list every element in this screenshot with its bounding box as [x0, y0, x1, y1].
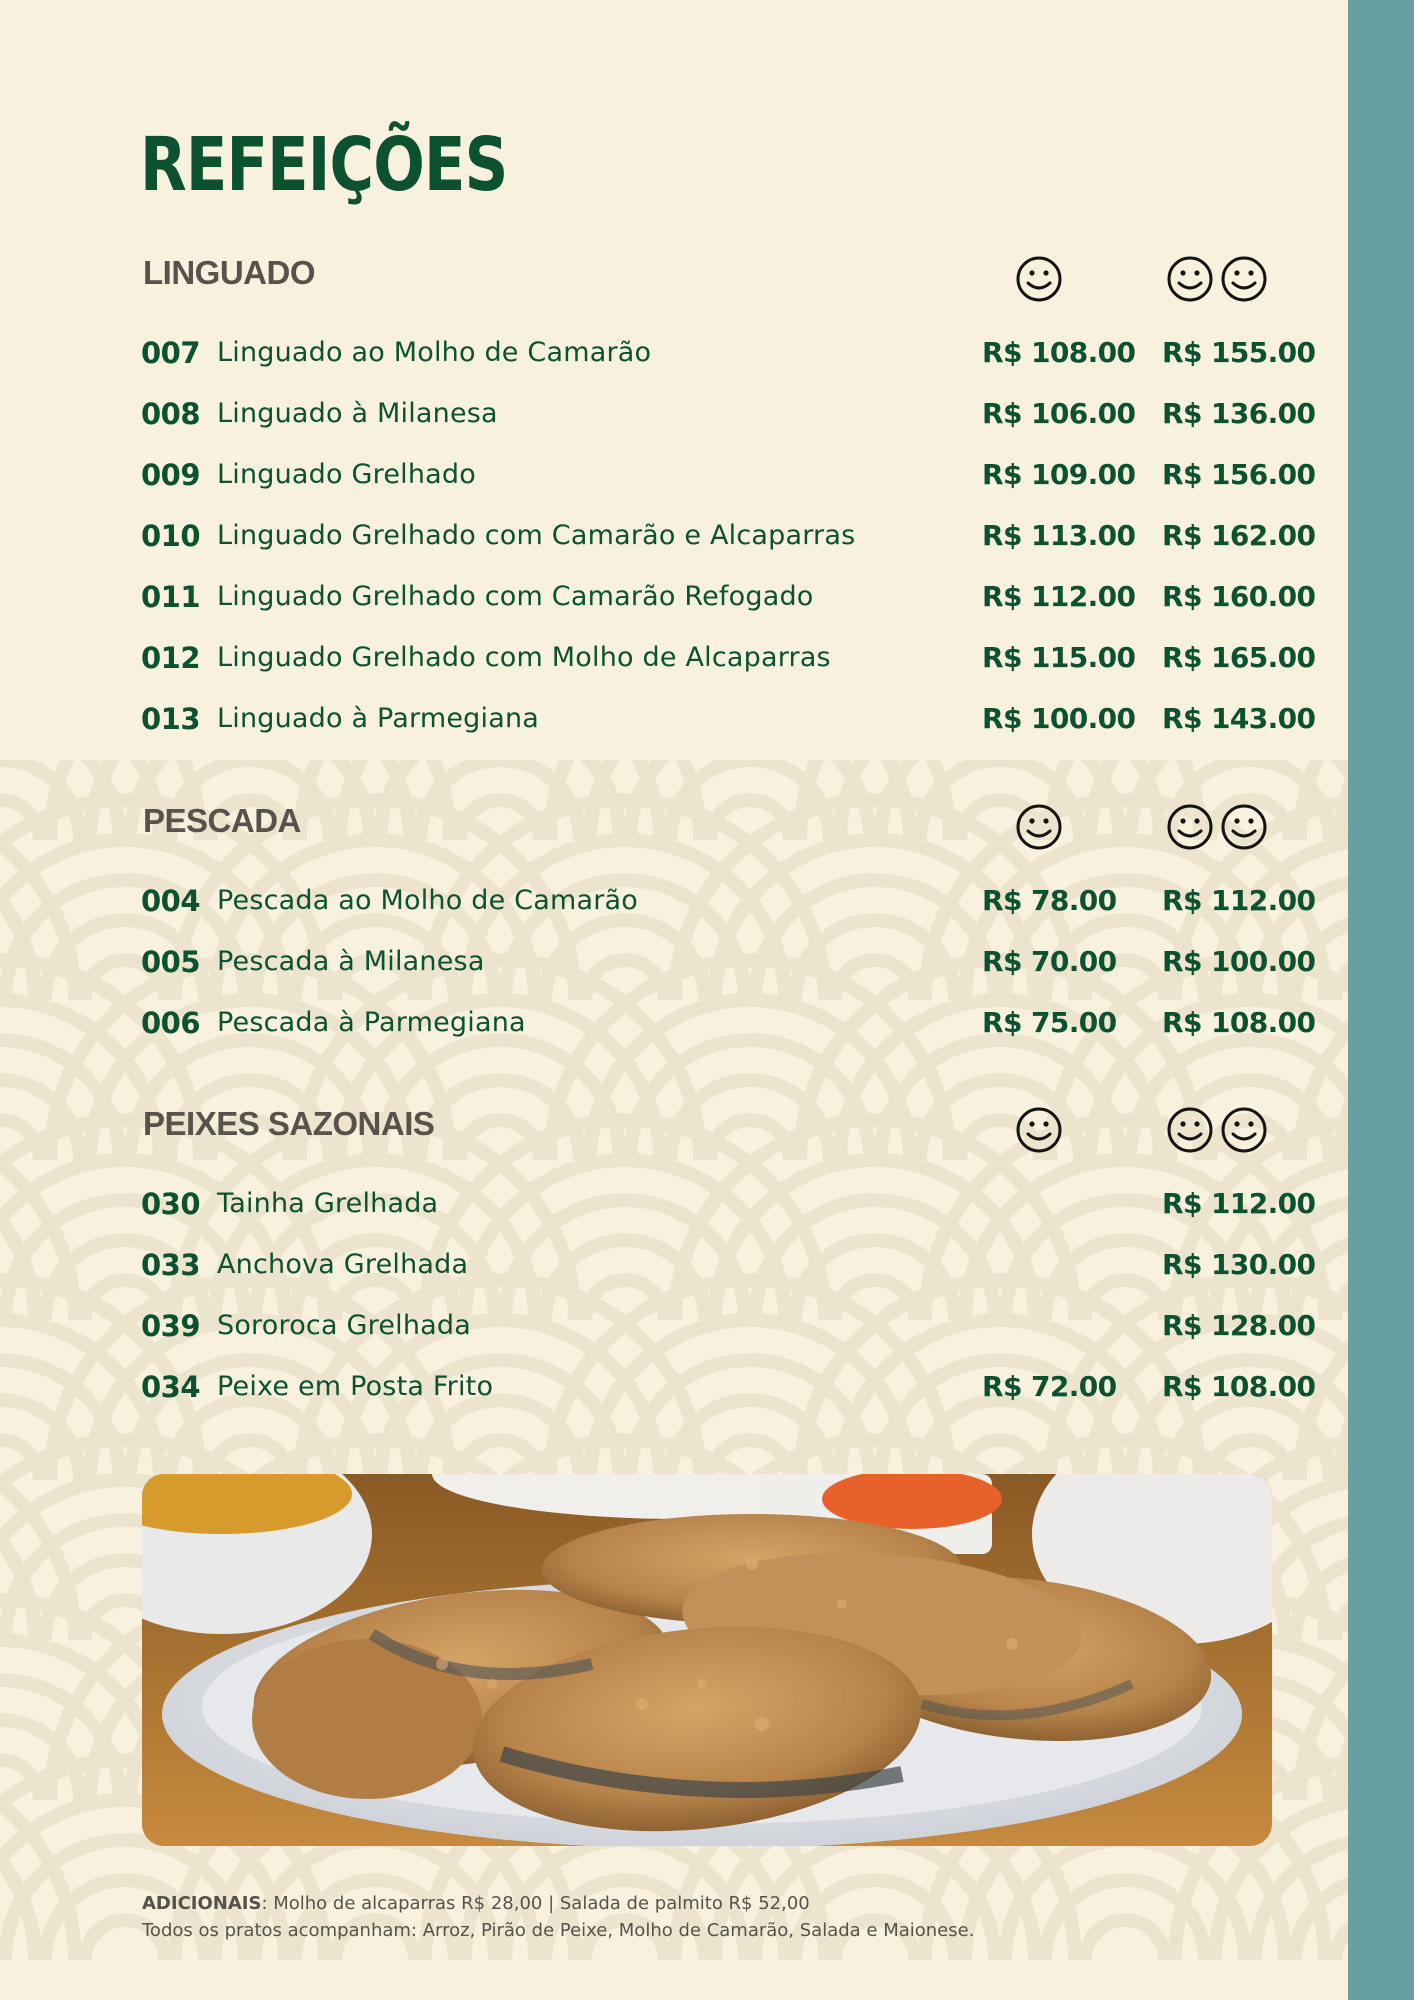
menu-item [0, 1006, 1348, 1052]
page-title: REFEIÇÕES [140, 122, 508, 208]
item-name: Linguado à Parmegiana [217, 703, 540, 734]
item-code: 009 [141, 458, 201, 492]
item-code: 011 [141, 580, 201, 614]
price-single: R$ 78.00 [982, 884, 1117, 917]
menu-item [0, 580, 1348, 626]
menu-item [0, 884, 1348, 930]
item-name: Pescada à Parmegiana [217, 1007, 526, 1038]
item-code: 013 [141, 702, 201, 736]
price-double: R$ 143.00 [1162, 702, 1316, 735]
menu-item [0, 702, 1348, 748]
item-name: Peixe em Posta Frito [217, 1371, 494, 1402]
item-name: Linguado à Milanesa [217, 398, 498, 429]
menu-item [0, 458, 1348, 504]
item-code: 006 [141, 1006, 201, 1040]
section-title-linguado: LINGUADO [143, 254, 315, 291]
smiley-icon [1014, 802, 1064, 852]
extras-label: ADICIONAIS [142, 1893, 262, 1914]
item-code: 012 [141, 641, 201, 675]
extras-text: : Molho de alcaparras R$ 28,00 | Salada de palmito R$ 52,00 [261, 1893, 810, 1914]
price-double: R$ 108.00 [1162, 1370, 1316, 1403]
item-code: 039 [141, 1309, 201, 1343]
item-code: 034 [141, 1370, 201, 1404]
extras-line [142, 1890, 974, 1917]
menu-item [0, 641, 1348, 687]
price-single: R$ 113.00 [982, 519, 1136, 552]
menu-item [0, 1370, 1348, 1416]
footer-notes [142, 1890, 974, 1944]
price-single: R$ 112.00 [982, 580, 1136, 613]
item-code: 007 [141, 336, 201, 370]
item-name: Linguado ao Molho de Camarão [217, 337, 652, 368]
price-double: R$ 100.00 [1162, 945, 1316, 978]
price-single: R$ 108.00 [982, 336, 1136, 369]
price-single: R$ 109.00 [982, 458, 1136, 491]
price-single: R$ 100.00 [982, 702, 1136, 735]
section-title-pescada: PESCADA [143, 802, 301, 839]
two-smileys-icon [1165, 802, 1269, 852]
item-code: 030 [141, 1187, 201, 1221]
item-name: Sororoca Grelhada [217, 1310, 471, 1341]
smiley-icon [1014, 254, 1064, 304]
price-double: R$ 160.00 [1162, 580, 1316, 613]
menu-item [0, 1248, 1348, 1294]
sides-line: Todos os pratos acompanham: Arroz, Pirão de Peixe, Molho de Camarão, Salada e Maionese. [142, 1920, 975, 1941]
two-smileys-icon [1165, 254, 1269, 304]
price-double: R$ 112.00 [1162, 1187, 1316, 1220]
price-double: R$ 165.00 [1162, 641, 1316, 674]
price-double: R$ 162.00 [1162, 519, 1316, 552]
item-name: Linguado Grelhado com Camarão Refogado [217, 581, 814, 612]
fried-fish-plate-photo [142, 1474, 1272, 1846]
item-name: Tainha Grelhada [217, 1188, 439, 1219]
item-name: Linguado Grelhado [217, 459, 476, 490]
price-double: R$ 108.00 [1162, 1006, 1316, 1039]
item-name: Anchova Grelhada [217, 1249, 469, 1280]
section-title-peixes-sazonais: PEIXES SAZONAIS [143, 1105, 435, 1142]
item-code: 010 [141, 519, 201, 553]
two-smileys-icon [1165, 1105, 1269, 1155]
price-single: R$ 75.00 [982, 1006, 1117, 1039]
price-double: R$ 155.00 [1162, 336, 1316, 369]
price-double: R$ 128.00 [1162, 1309, 1316, 1342]
menu-item [0, 1309, 1348, 1355]
price-double: R$ 156.00 [1162, 458, 1316, 491]
smiley-icon [1014, 1105, 1064, 1155]
item-code: 008 [141, 397, 201, 431]
item-name: Linguado Grelhado com Molho de Alcaparras [217, 642, 831, 673]
price-single: R$ 72.00 [982, 1370, 1117, 1403]
price-double: R$ 112.00 [1162, 884, 1316, 917]
menu-item [0, 945, 1348, 991]
item-name: Pescada ao Molho de Camarão [217, 885, 638, 916]
price-single: R$ 115.00 [982, 641, 1136, 674]
item-code: 004 [141, 884, 201, 918]
menu-item [0, 1187, 1348, 1233]
item-name: Linguado Grelhado com Camarão e Alcaparras [217, 520, 856, 551]
item-name: Pescada à Milanesa [217, 946, 485, 977]
item-code: 005 [141, 945, 201, 979]
price-double: R$ 130.00 [1162, 1248, 1316, 1281]
menu-item [0, 397, 1348, 443]
menu-item [0, 336, 1348, 382]
price-single: R$ 70.00 [982, 945, 1117, 978]
price-double: R$ 136.00 [1162, 397, 1316, 430]
menu-item [0, 519, 1348, 565]
item-code: 033 [141, 1248, 201, 1282]
sidebar-stripe [1348, 0, 1414, 2000]
price-single: R$ 106.00 [982, 397, 1136, 430]
